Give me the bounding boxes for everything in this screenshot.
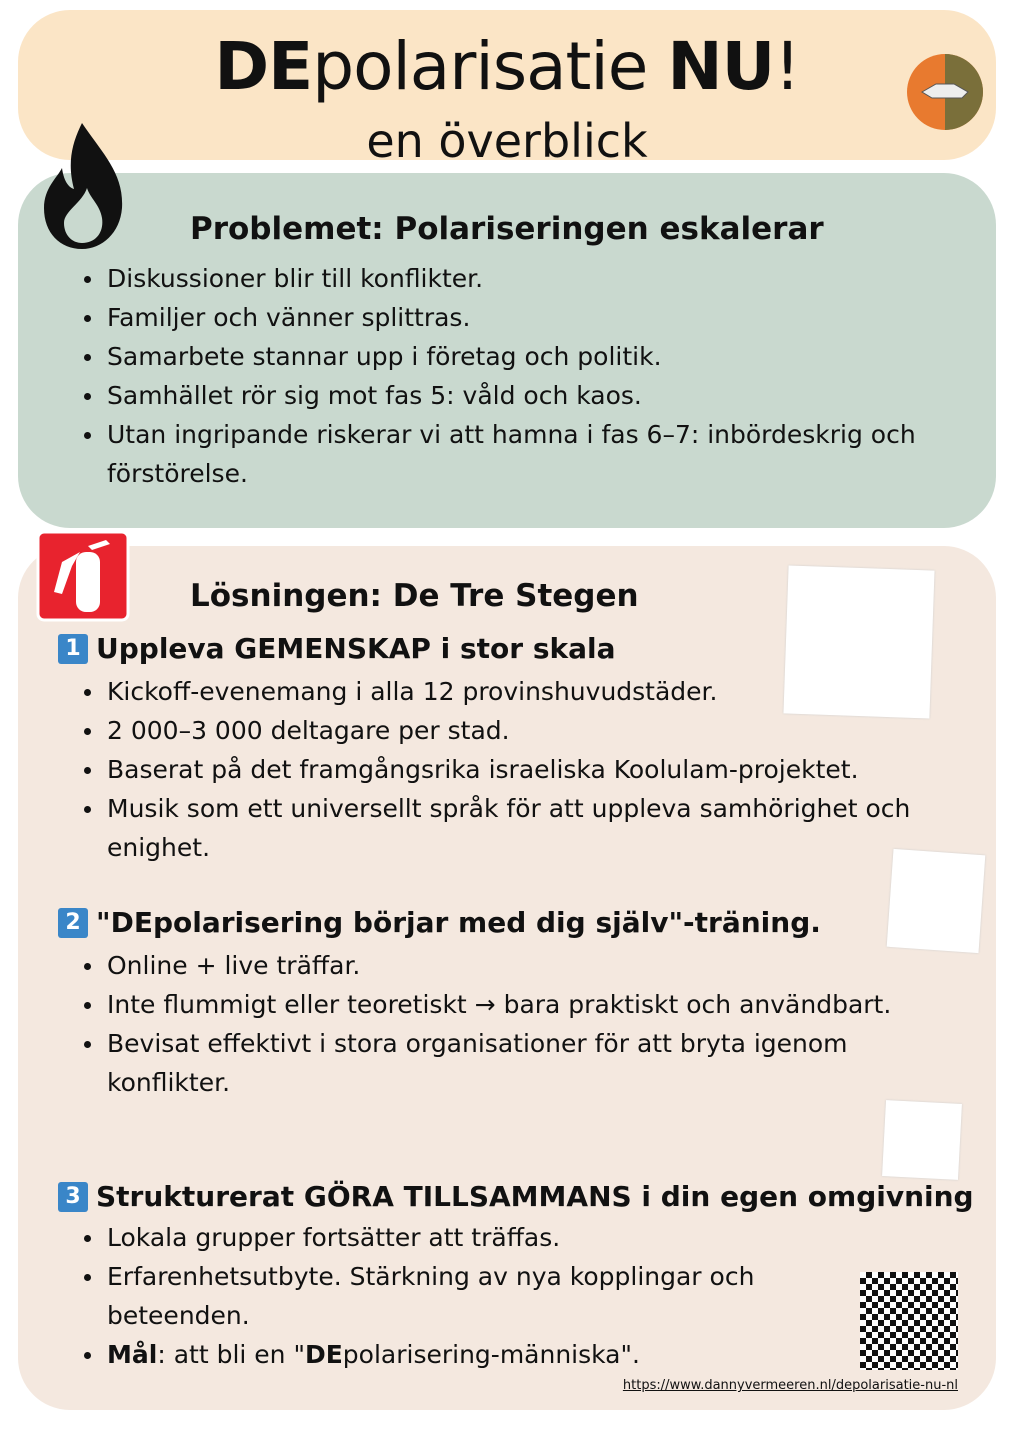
list-item: Lokala grupper fortsätter att träffas. [80,1218,846,1257]
step-2-title: 2 "DEpolarisering börjar med dig själv"-träning. [58,906,821,939]
depolarization-logo [900,40,990,140]
website-link[interactable]: https://www.dannyvermeeren.nl/depolarisatie-nu-nl [622,1378,958,1393]
training-illustration [887,849,986,953]
list-item: Online + live träffar. [80,946,956,985]
header-banner [18,10,996,168]
list-item-goal: Mål: att bli en "DEpolarisering-människa". [80,1335,846,1374]
step-3-list [80,1218,846,1374]
fire-extinguisher-icon [36,530,130,622]
qr-code[interactable] [860,1272,958,1370]
problem-heading: Problemet: Polariseringen eskalerar [190,211,824,247]
list-item: Inte flummigt eller teoretiskt → bara praktiskt och användbart. [80,985,956,1024]
list-item: Utan ingripande riskerar vi att hamna i fas 6–7: inbördeskrig och förstörelse. [80,415,956,493]
solution-section [18,546,996,1410]
list-item: Samarbete stannar upp i företag och politik. [80,337,956,376]
number-3-badge: 3 [58,1182,88,1212]
step-3-title: 3 Strukturerat GÖRA TILLSAMMANS i din egen omgivning [58,1180,974,1213]
list-item: Musik som ett universellt språk för att uppleva samhörighet och enighet. [80,789,956,867]
list-item: Erfarenhetsutbyte. Stärkning av nya kopplingar och beteenden. [80,1257,846,1335]
step-1-list [80,672,956,867]
number-2-badge: 2 [58,908,88,938]
solution-heading: Lösningen: De Tre Stegen [190,578,639,614]
page-subtitle: en överblick [366,114,648,168]
step-2-list [80,946,956,1102]
step-1-title: 1 Uppleva GEMENSKAP i stor skala [58,632,616,665]
page-title: DEpolarisatie NU! [214,28,800,105]
list-item: Diskussioner blir till konflikter. [80,259,956,298]
list-item: Samhället rör sig mot fas 5: våld och kaos. [80,376,956,415]
community-illustration [882,1100,962,1180]
problem-section [18,173,996,528]
list-item: Bevisat effektivt i stora organisationer för att bryta igenom konflikter. [80,1024,956,1102]
list-item: 2 000–3 000 deltagare per stad. [80,711,956,750]
number-1-badge: 1 [58,634,88,664]
list-item: Familjer och vänner splittras. [80,298,956,337]
list-item: Kickoff-evenemang i alla 12 provinshuvudstäder. [80,672,956,711]
fire-icon [42,123,124,249]
problem-list [80,259,956,493]
list-item: Baserat på det framgångsrika israeliska Koolulam-projektet. [80,750,956,789]
